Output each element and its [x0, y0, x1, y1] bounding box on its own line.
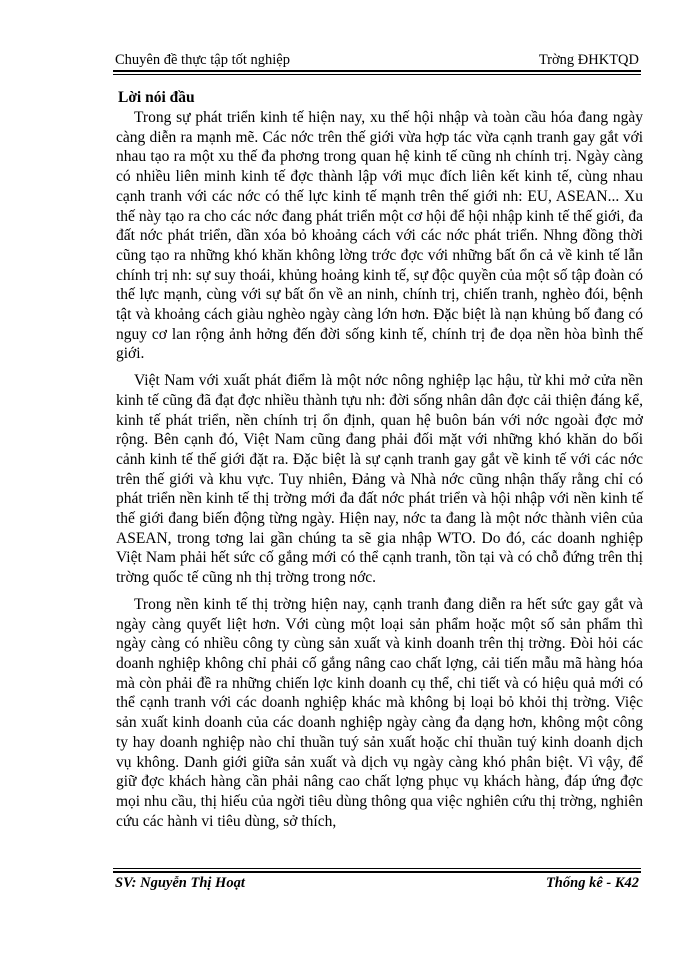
- document-body: [116, 108, 643, 831]
- footer-class: Thống kê - K42: [545, 875, 639, 891]
- page-header: [113, 52, 641, 70]
- footer-rule-thin: [113, 868, 641, 869]
- header-rule-thick: [113, 70, 641, 72]
- paragraph-1: Trong sự phát triển kinh tế hiện nay, xu thế hội nhập và toàn cầu hóa đang ngày càng diễn ra mạnh mẽ. Các nớc trên thế giới vừa hợp tác vừa cạnh tranh gay gắt với nhau tạo ra một xu thế đa phơng trong quan hệ kinh tế cũng nh chính trị. Ngày càng có nhiều liên minh kinh tế đợc thành lập với mục đích liên kết kinh tế, cùng nhau cạnh tranh với các nớc có thế lực kinh tế mạnh trên thế giới nh: EU, ASEAN... Xu thế này tạo ra cho các nớc đang phát triển một cơ hội để hội nhập kinh tế thế giới, đa đất nớc phát triển, dần xóa bỏ khoảng cách với các nớc phát triển. Nhng đồng thời cũng tạo ra những khó khăn không lờng trớc đợc với những bất ổn cả về kinh tế lẫn chính trị nh: sự suy thoái, khủng hoảng kinh tế, sự độc quyền của một số tập đoàn có thế lực mạnh, cùng với sự bất ổn về an ninh, chính trị, chiến tranh, nghèo đói, bệnh tật và khoảng cách giàu nghèo ngày càng lớn hơn. Đặc biệt là nạn khủng bố đang có nguy cơ lan rộng ảnh hởng đến đời sống kinh tế, chính trị đe dọa nền hòa bình thế giới.: [116, 109, 643, 363]
- footer-rule-thick: [113, 871, 641, 873]
- paragraph-2: Việt Nam với xuất phát điểm là một nớc nông nghiệp lạc hậu, từ khi mở cửa nền kinh tế cũng đã đạt đợc nhiều thành tựu nh: đời sống nhân dân đợc cải thiện đáng kể, kinh tế phát triển, nền chính trị ổn định, quan hệ buôn bán với nớc ngoài đợc mở rộng. Bên cạnh đó, Việt Nam cũng đang phải đối mặt với những khó khăn do bối cảnh kinh tế thế giới đặt ra. Đặc biệt là sự cạnh tranh gay gắt về kinh tế với các nớc trên thế giới và khu vực. Tuy nhiên, Đảng và Nhà nớc cũng nhận thấy rằng chỉ có phát triển nền kinh tế thị trờng mới đa đất nớc phát triển và hội nhập với nền kinh tế thế giới đang biến động từng ngày. Hiện nay, nớc ta đang là một nớc thành viên của ASEAN, trong tơng lai gần chúng ta sẽ gia nhập WTO. Do đó, các doanh nghiệp Việt Nam phải hết sức cố gắng mới có thể cạnh tranh, tồn tại và có chỗ đứng trên thị trờng quốc tế cũng nh thị trờng trong nớc.: [116, 372, 643, 587]
- header-university: Trờng ĐHKTQD: [538, 52, 639, 68]
- paragraph-3: Trong nền kinh tế thị trờng hiện nay, cạnh tranh đang diễn ra hết sức gay gắt và ngày càng quyết liệt hơn. Với cùng một loại sản phẩm hoặc một số sản phẩm thì ngày càng có nhiều công ty cùng sản xuất và kinh doanh trên thị trờng. Đòi hỏi các doanh nghiệp không chỉ phải cố gắng nâng cao chất lợng, cải tiến mẫu mã hàng hóa mà còn phải đề ra những chiến lợc kinh doanh cụ thể, chi tiết và có hiệu quả mới có thể cạnh tranh với các doanh nghiệp khác mà không bị loại bỏ khỏi thị trờng. Việc sản xuất kinh doanh của các doanh nghiệp ngày càng đa dạng hơn, không một công ty hay doanh nghiệp nào chỉ thuần tuý sản xuất hoặc chỉ thuần tuý kinh doanh dịch vụ không. Danh giới giữa sản xuất và dịch vụ ngày càng khó phân biệt. Vì vậy, để giữ đợc khách hàng cần phải nâng cao chất lợng phục vụ khách hàng, đáp ứng đợc mọi nhu cầu, thị hiếu của ngời tiêu dùng thông qua việc nghiên cứu thị trờng, nghiên cứu các hành vi tiêu dùng, sở thích,: [116, 595, 643, 830]
- header-rule-thin: [113, 74, 641, 75]
- header-document-type: Chuyên đề thực tập tốt nghiệp: [115, 52, 290, 68]
- section-title: Lời nói đầu: [118, 89, 195, 106]
- page-footer: [113, 875, 641, 895]
- footer-student-name: SV: Nguyễn Thị Hoạt: [115, 875, 245, 891]
